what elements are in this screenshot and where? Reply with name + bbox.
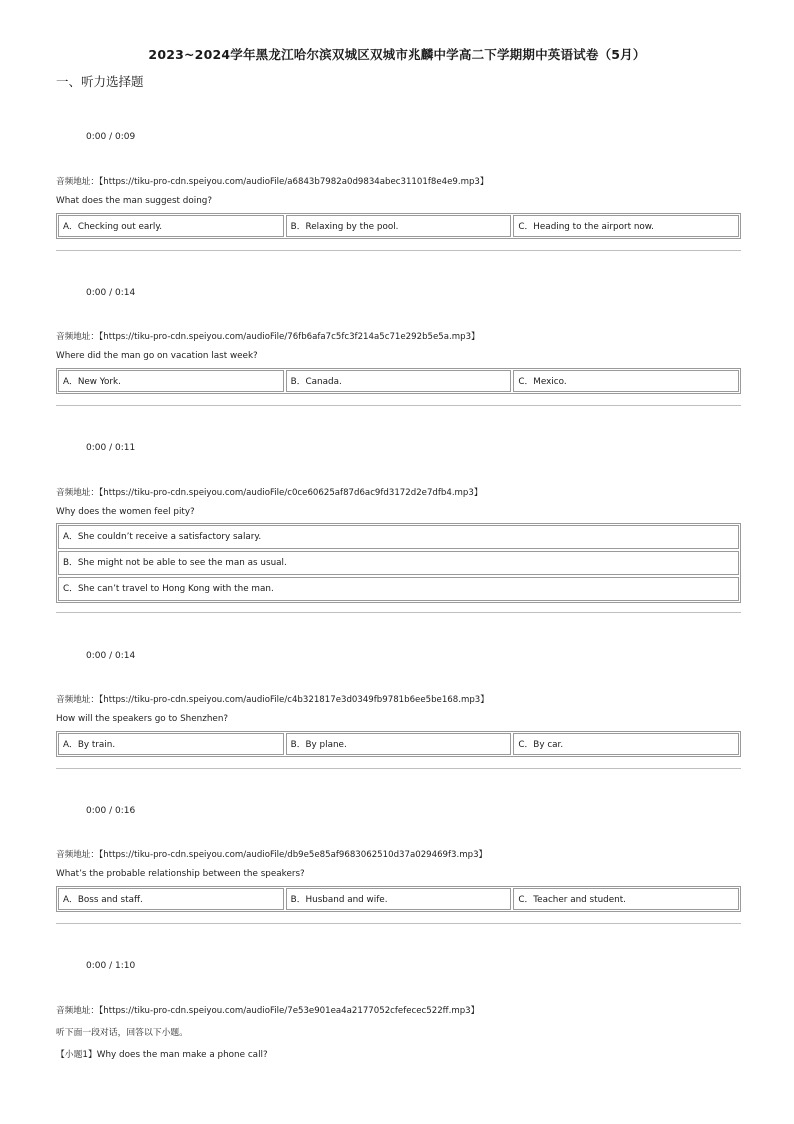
question-instruction: 听下面一段对话，回答以下小题。	[56, 1028, 188, 1038]
audio-url-label: 音频地址：	[56, 332, 99, 342]
divider	[56, 250, 741, 251]
option-b[interactable]: B．Husband and wife.	[286, 888, 512, 910]
divider	[56, 405, 741, 406]
audio-url-link[interactable]: 【https://tiku-pro-cdn.speiyou.com/audioFile/db9e5e85af9683062510d37a029469f3.mp3】	[98, 850, 488, 860]
options-row	[56, 213, 741, 239]
audio-player-time[interactable]: 0:00 / 0:09	[86, 132, 136, 142]
options-row	[56, 731, 741, 757]
options-row	[56, 886, 741, 912]
audio-url-label: 音频地址：	[56, 850, 99, 860]
option-a[interactable]: A．Checking out early.	[58, 215, 284, 237]
question-text: 【小题1】Why does the man make a phone call?	[56, 1050, 268, 1060]
option-c[interactable]: C．By car.	[513, 733, 739, 755]
option-c[interactable]: C．Heading to the airport now.	[513, 215, 739, 237]
question-text: How will the speakers go to Shenzhen?	[56, 714, 229, 724]
audio-url-label: 音频地址：	[56, 1006, 99, 1016]
option-b[interactable]: B．By plane.	[286, 733, 512, 755]
options-list	[56, 523, 741, 603]
divider	[56, 612, 741, 613]
audio-url	[56, 175, 488, 187]
option-c[interactable]: C．Teacher and student.	[513, 888, 739, 910]
audio-player-time[interactable]: 0:00 / 1:10	[86, 961, 136, 971]
audio-url-link[interactable]: 【https://tiku-pro-cdn.speiyou.com/audioFile/c0ce60625af87d6ac9fd3172d2e7dfb4.mp3】	[98, 488, 483, 498]
audio-player-time[interactable]: 0:00 / 0:14	[86, 651, 136, 661]
audio-url-label: 音频地址：	[56, 695, 99, 705]
option-a[interactable]: A．She couldn’t receive a satisfactory salary.	[58, 525, 739, 549]
question-text: Where did the man go on vacation last week?	[56, 351, 258, 361]
audio-url	[56, 1004, 479, 1016]
audio-player-time[interactable]: 0:00 / 0:14	[86, 288, 136, 298]
audio-url	[56, 486, 482, 498]
audio-player-time[interactable]: 0:00 / 0:11	[86, 443, 136, 453]
divider	[56, 768, 741, 769]
question-text: Why does the women feel pity?	[56, 507, 195, 517]
option-b[interactable]: B．She might not be able to see the man as usual.	[58, 551, 739, 575]
audio-url-link[interactable]: 【https://tiku-pro-cdn.speiyou.com/audioFile/76fb6afa7c5fc3f214a5c71e292b5e5a.mp3】	[98, 332, 480, 342]
audio-url-label: 音频地址：	[56, 488, 99, 498]
divider	[56, 923, 741, 924]
question-text: What does the man suggest doing?	[56, 196, 213, 206]
options-row	[56, 368, 741, 394]
audio-url-link[interactable]: 【https://tiku-pro-cdn.speiyou.com/audioFile/c4b321817e3d0349fb9781b6ee5be168.mp3】	[98, 695, 489, 705]
option-c[interactable]: C．She can’t travel to Hong Kong with the man.	[58, 577, 739, 601]
audio-player-time[interactable]: 0:00 / 0:16	[86, 806, 136, 816]
audio-url-link[interactable]: 【https://tiku-pro-cdn.speiyou.com/audioFile/a6843b7982a0d9834abec31101f8e4e9.mp3】	[98, 177, 489, 187]
option-b[interactable]: B．Canada.	[286, 370, 512, 392]
audio-url	[56, 693, 489, 705]
question-text: What’s the probable relationship between the speakers?	[56, 869, 305, 879]
option-b[interactable]: B．Relaxing by the pool.	[286, 215, 512, 237]
audio-url	[56, 330, 480, 342]
audio-url-link[interactable]: 【https://tiku-pro-cdn.speiyou.com/audioFile/7e53e901ea4a2177052cfefecec522ff.mp3】	[98, 1006, 480, 1016]
option-a[interactable]: A．Boss and staff.	[58, 888, 284, 910]
audio-url-label: 音频地址：	[56, 177, 99, 187]
option-a[interactable]: A．New York.	[58, 370, 284, 392]
option-c[interactable]: C．Mexico.	[513, 370, 739, 392]
audio-url	[56, 848, 487, 860]
section-title: 一、听力选择题	[56, 74, 144, 89]
document-title: 2023~2024学年黑龙江哈尔滨双城区双城市兆麟中学高二下学期期中英语试卷（5月）	[148, 47, 646, 62]
option-a[interactable]: A．By train.	[58, 733, 284, 755]
